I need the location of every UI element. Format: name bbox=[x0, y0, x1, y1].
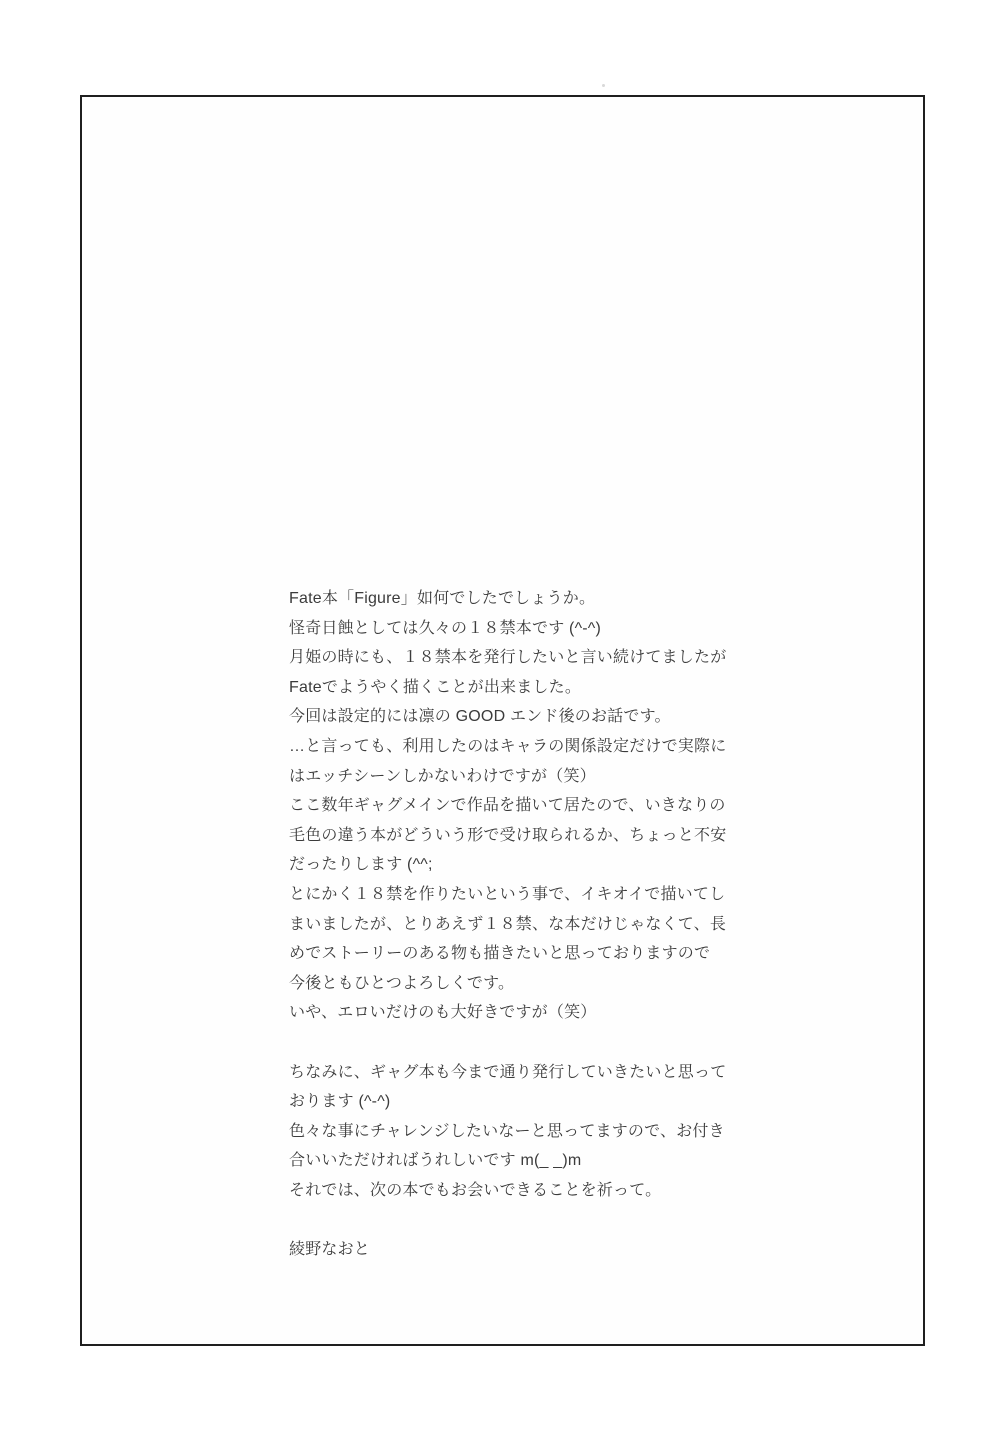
afterword-line: だったりします (^^; bbox=[289, 856, 433, 874]
afterword-line: ちなみに、ギャグ本も今まで通り発行していきたいと思って bbox=[289, 1063, 727, 1081]
afterword-line: まいましたが、とりあえず１８禁、な本だけじゃなくて、長 bbox=[289, 915, 727, 933]
afterword-line: 色々な事にチャレンジしたいなーと思ってますので、お付き bbox=[289, 1122, 725, 1140]
afterword-line: 合いいただければうれしいです m(_ _)m bbox=[289, 1152, 582, 1170]
afterword-line: 今回は設定的には凛の GOOD エンド後のお話です。 bbox=[289, 708, 671, 726]
afterword-line: とにかく１８禁を作りたいという事で、イキオイで描いてし bbox=[289, 885, 726, 903]
afterword-line: 毛色の違う本がどういう形で受け取られるか、ちょっと不安 bbox=[289, 826, 727, 844]
afterword-line: はエッチシーンしかないわけですが（笑） bbox=[289, 767, 596, 785]
afterword-line: Fateでようやく描くことが出来ました。 bbox=[289, 678, 582, 696]
afterword-line: …と言っても、利用したのはキャラの関係設定だけで実際に bbox=[289, 737, 727, 755]
afterword-line: Fate本「Figure」如何でしたでしょうか。 bbox=[289, 590, 596, 607]
afterword-line bbox=[289, 1028, 759, 1058]
signature: 綾野なおと bbox=[289, 1241, 371, 1259]
afterword-line: ここ数年ギャグメインで作品を描いて居たので、いきなりの bbox=[289, 797, 726, 815]
afterword-line: それでは、次の本でもお会いできることを祈って。 bbox=[289, 1181, 662, 1199]
scan-speck bbox=[602, 84, 605, 87]
afterword-lines bbox=[289, 584, 759, 1205]
afterword-line: めでストーリーのある物も描きたいと思っておりますので bbox=[289, 945, 711, 963]
afterword-line: おります (^-^) bbox=[289, 1093, 391, 1111]
afterword-text bbox=[289, 584, 759, 1265]
afterword-line: 月姫の時にも、１８禁本を発行したいと言い続けてましたが bbox=[289, 649, 727, 667]
paragraph-spacer bbox=[289, 1205, 759, 1235]
afterword-line: 今後ともひとつよろしくです。 bbox=[289, 974, 515, 992]
afterword-line: いや、エロいだけのも大好きですが（笑） bbox=[289, 1004, 597, 1022]
afterword-line: 怪奇日蝕としては久々の１８禁本です (^-^) bbox=[289, 619, 602, 637]
